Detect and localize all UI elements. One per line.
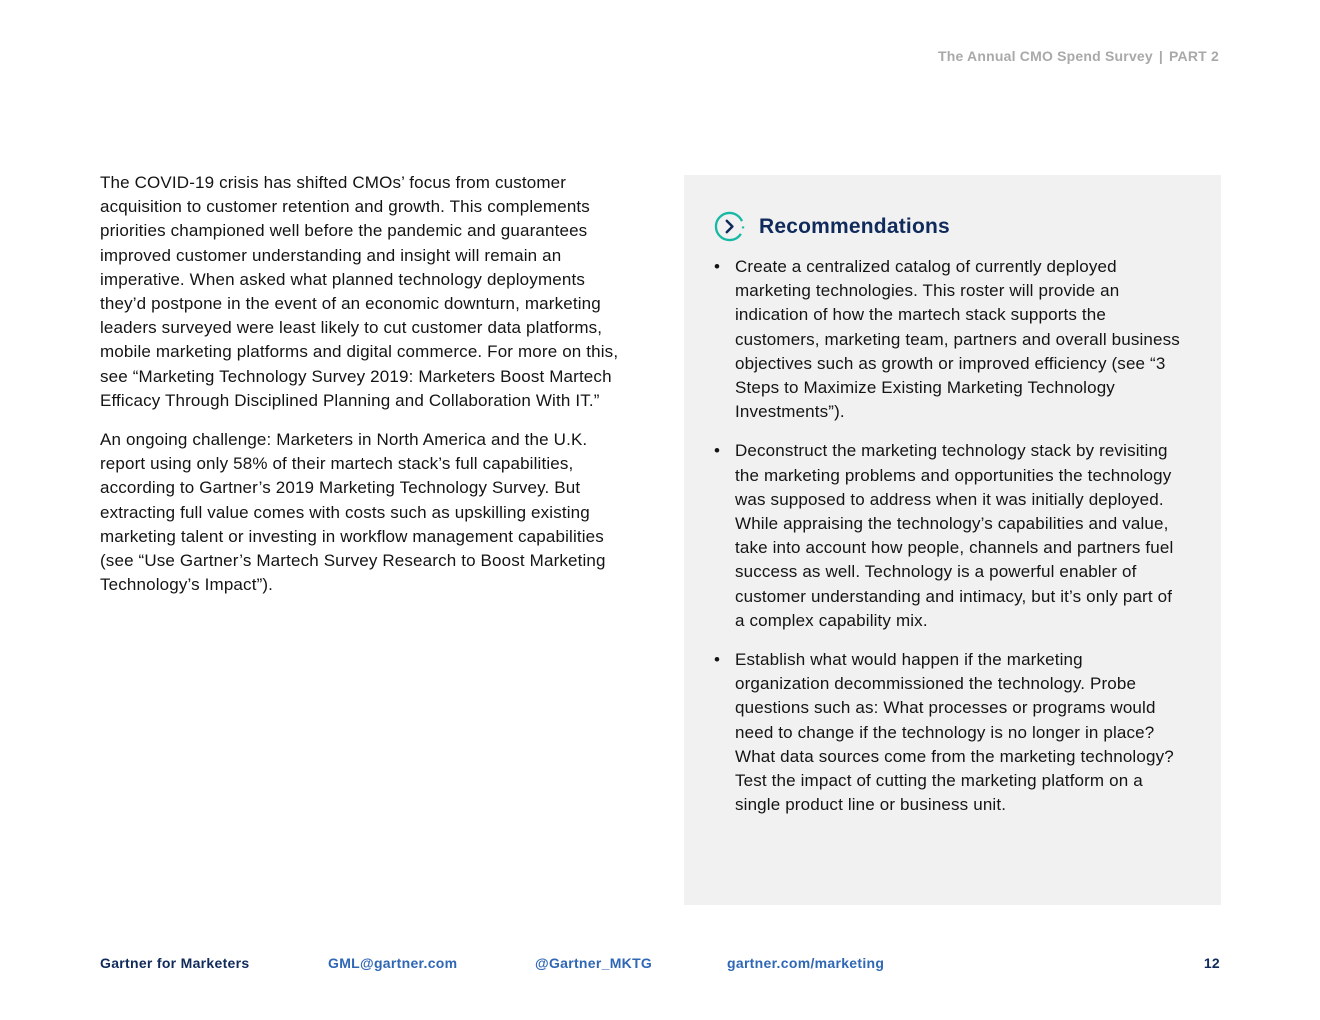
recommendation-item: [712, 648, 1182, 817]
recommendation-text: Deconstruct the marketing technology stack by revisiting the marketing problems and opportunities the technology was supposed to address when it was initially deployed. While appraising the technology’s capabilities and value, take into account how people, channels and partners fuel success as well. Technology is a powerful enabler of customer understanding and intimacy, but it’s only part of a complex capability mix.: [735, 441, 1174, 630]
body-paragraph: The COVID-19 crisis has shifted CMOs’ focus from customer acquisition to customer retention and growth. This complements priorities championed well before the pandemic and guarantees improved customer understanding and insight will remain an imperative. When asked what planned technology deployments they’d postpone in the event of an economic downturn, marketing leaders surveyed were least likely to cut customer data platforms, mobile marketing platforms and digital commerce. For more on this, see “Marketing Technology Survey 2019: Marketers Boost Martech Efficacy Through Disciplined Planning and Collaboration With IT.”: [100, 173, 619, 410]
recommendations-panel: [684, 175, 1221, 905]
bullet-point: •: [714, 650, 721, 670]
page-number: 12: [1203, 955, 1220, 971]
recommendations-title: Recommendations: [759, 214, 950, 238]
running-header-part: PART 2: [1169, 48, 1219, 64]
recommendation-text: Create a centralized catalog of currently deployed marketing technologies. This roster will provide an indication of how the martech stack supports the customers, marketing team, partners and overall business objectives such as growth or improved efficiency (see “3 Steps to Maximize Existing Marketing Technology Investments”).: [735, 257, 1180, 422]
footer-website-link[interactable]: gartner.com/marketing: [727, 955, 885, 971]
footer-email-link[interactable]: GML@gartner.com: [328, 955, 458, 971]
footer-brand: Gartner for Marketers: [100, 955, 250, 971]
running-header-title: The Annual CMO Spend Survey: [938, 48, 1153, 64]
recommendation-text: Establish what would happen if the marketing organization decommissioned the technology. Probe questions such as: What processes or programs would need to change if the technology is no longer in place? What data sources come from the marketing technology? Test the impact of cutting the marketing platform on a single product line or business unit.: [735, 650, 1174, 815]
body-text-column: [100, 171, 628, 612]
recommendation-item: [712, 255, 1182, 424]
bullet-point: •: [714, 441, 721, 461]
recommendations-list: [712, 255, 1182, 832]
body-paragraph: An ongoing challenge: Marketers in North America and the U.K. report using only 58% of their martech stack’s full capabilities, according to Gartner’s 2019 Marketing Technology Survey. But extracting full value comes with costs such as upskilling existing marketing talent or investing in workflow management capabilities (see “Use Gartner’s Martech Survey Research to Boost Marketing Technology’s Impact”).: [100, 430, 606, 595]
recommendation-item: [712, 439, 1182, 633]
running-header: [938, 48, 1219, 64]
footer-twitter-link[interactable]: @Gartner_MKTG: [535, 955, 653, 971]
recommendations-header: [714, 211, 950, 242]
running-header-separator: |: [1158, 48, 1164, 64]
bullet-point: •: [714, 257, 721, 276]
page-footer: [100, 955, 1220, 975]
chevron-right-circle-icon: [714, 211, 745, 242]
